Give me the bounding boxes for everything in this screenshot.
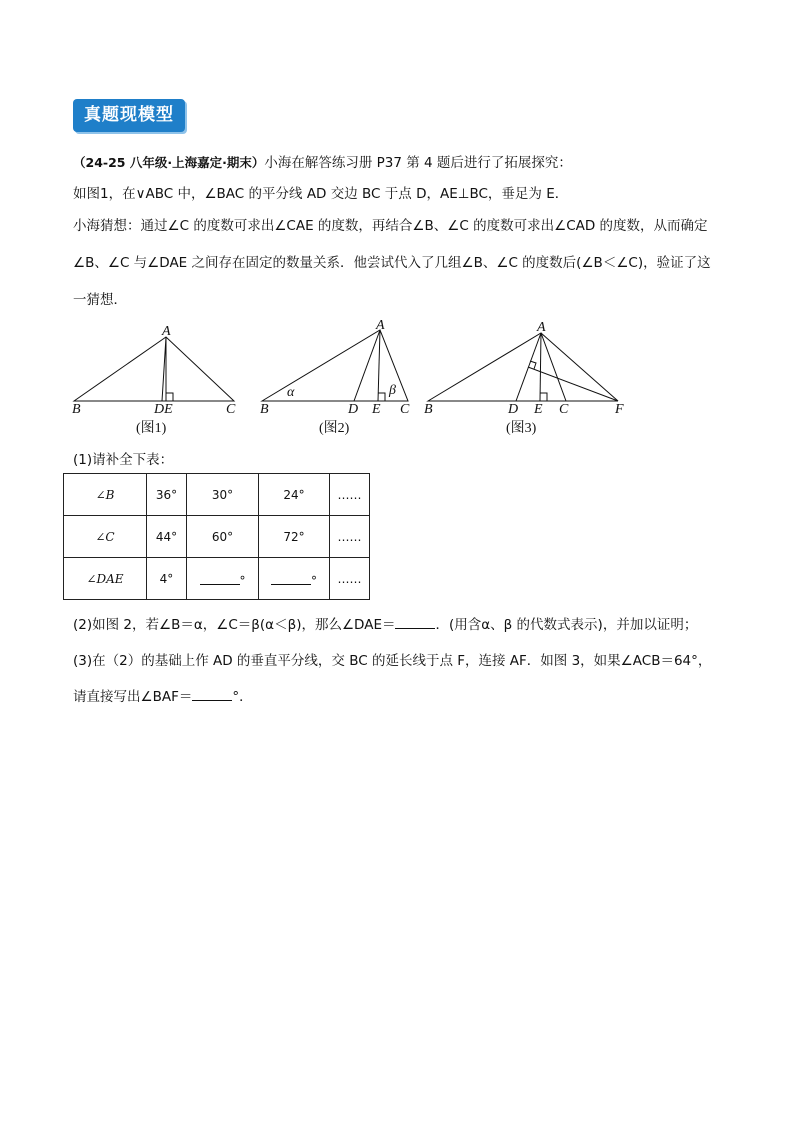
fig3-label-A: A [537, 320, 546, 335]
question-2-text-a: (2)如图 2，若∠B＝α，∠C＝β(α＜β)，那么∠DAE＝ [73, 617, 396, 633]
degree-unit: ° [311, 573, 317, 588]
fig2-label-alpha: α [287, 385, 295, 400]
fig1-label-C: C [226, 402, 236, 417]
fig3-label-D: D [508, 402, 519, 417]
answer-blank[interactable] [192, 686, 232, 701]
table-cell: 36° [147, 474, 187, 516]
fig2-label-B: B [260, 402, 269, 417]
figure-1 [74, 337, 234, 401]
table-cell: 60° [187, 516, 259, 558]
section-badge [73, 99, 185, 132]
fig2-label-A: A [376, 318, 385, 333]
fig1-caption: (图1) [136, 421, 167, 436]
answer-blank[interactable] [271, 570, 311, 585]
fig3-label-C: C [559, 402, 569, 417]
section-badge-label: 真题现模型 [84, 105, 174, 125]
table-row [64, 558, 370, 600]
question-1: (1)请补全下表： [73, 452, 174, 468]
degree-unit: ° [239, 573, 246, 588]
fig2-label-C: C [400, 402, 410, 417]
fig1-label-A: A [162, 324, 171, 339]
table-cell: …… [330, 558, 370, 600]
table-cell: 72° [259, 516, 330, 558]
row-label-c: ∠C [64, 516, 147, 558]
guess-line-2: ∠B、∠C 与∠DAE 之间存在固定的数量关系．他尝试代入了几组∠B、∠C 的度数后(∠B＜∠C)，验证了这 [73, 255, 711, 271]
fig1-label-B: B [72, 402, 81, 417]
answer-blank-cell[interactable] [187, 558, 259, 600]
fig2-caption: (图2) [319, 421, 350, 436]
answer-blank[interactable] [200, 570, 240, 585]
answer-blank[interactable] [395, 614, 435, 629]
table-cell: …… [330, 516, 370, 558]
table-cell: 44° [147, 516, 187, 558]
problem-setup: 如图1，在∨ABC 中，∠BAC 的平分线 AD 交边 BC 于点 D，AE⊥BC，垂足为 E． [73, 186, 569, 202]
question-2-text-b: ．(用含α、β 的代数式表示)，并加以证明； [435, 617, 698, 633]
table-cell: 30° [187, 474, 259, 516]
fig3-label-E: E [534, 402, 543, 417]
fig3-caption: (图3) [506, 421, 537, 436]
row-label-b: ∠B [64, 474, 147, 516]
table-row [64, 474, 370, 516]
question-3-text-a: 请直接写出∠BAF＝ [73, 689, 193, 705]
table-cell: …… [330, 474, 370, 516]
geometry-figures [62, 316, 642, 440]
fig2-label-E: E [372, 402, 381, 417]
table-cell: 24° [259, 474, 330, 516]
table-row [64, 516, 370, 558]
problem-intro-line [73, 153, 572, 173]
guess-line-1: 小海猜想：通过∠C 的度数可求出∠CAE 的度数，再结合∠B、∠C 的度数可求出∠CAD 的度数，从而确定 [73, 218, 708, 234]
question-3-line-2 [73, 686, 253, 707]
question-2 [73, 614, 697, 635]
figure-2 [262, 330, 408, 401]
problem-source: （24-25 八年级·上海嘉定·期末） [73, 155, 265, 170]
fig1-label-DE: DE [154, 402, 173, 417]
question-3-line-1: (3)在（2）的基础上作 AD 的垂直平分线，交 BC 的延长线于点 F，连接 AF．如图 3，如果∠ACB＝64°， [73, 653, 712, 669]
fig3-label-F: F [615, 402, 624, 417]
table-cell: 4° [147, 558, 187, 600]
question-3-text-b: °． [232, 689, 253, 705]
guess-line-3: 一猜想． [73, 292, 127, 308]
angle-table [63, 473, 370, 600]
answer-blank-cell[interactable] [259, 558, 330, 600]
row-label-dae: ∠DAE [64, 558, 147, 600]
figure-3 [428, 333, 618, 401]
problem-lead: 小海在解答练习册 P37 第 4 题后进行了拓展探究： [264, 155, 572, 171]
fig3-label-B: B [424, 402, 433, 417]
fig2-label-beta: β [389, 383, 396, 398]
fig2-label-D: D [348, 402, 359, 417]
